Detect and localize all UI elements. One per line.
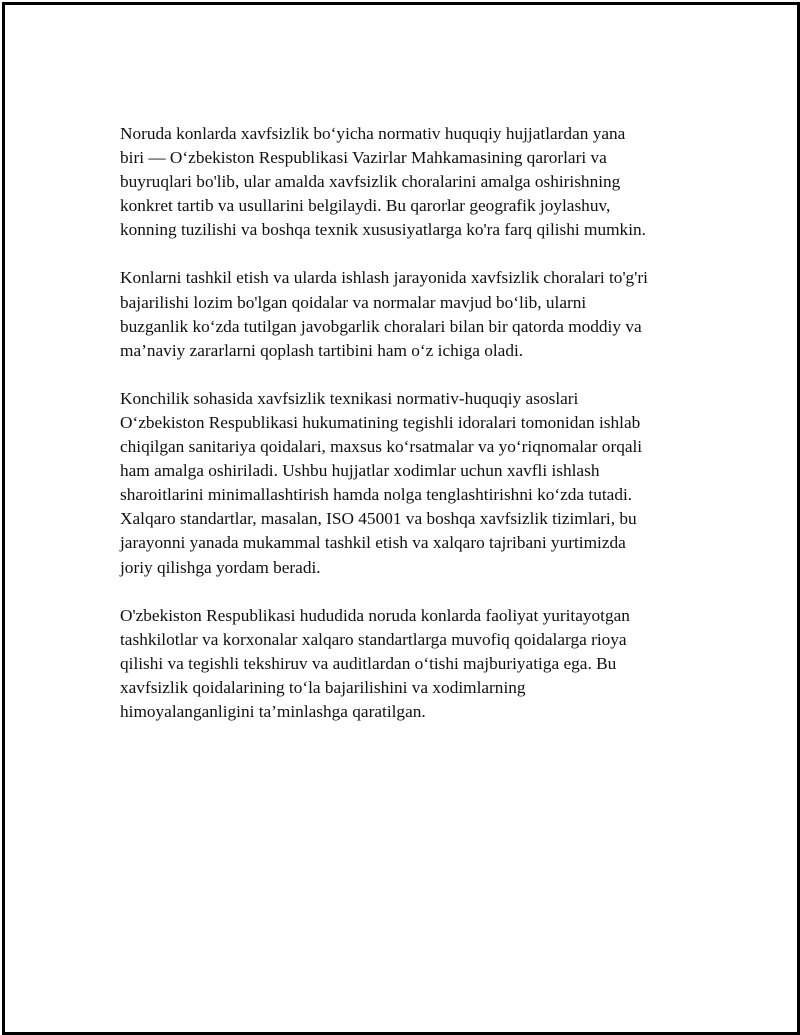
paragraph-line: O‘zbekiston Respublikasi hukumatining tegishli idoralari tomonidan ishlab (120, 412, 641, 432)
paragraph-line: konning tuzilishi va boshqa texnik xususiyatlarga ko'ra farq qilishi mumkin. (120, 220, 646, 240)
paragraph-3 (120, 387, 695, 580)
paragraph-line: buzganlik ko‘zda tutilgan javobgarlik choralari bilan bir qatorda moddiy va (120, 316, 642, 336)
document-body (120, 122, 695, 748)
paragraph-line: himoyalanganligini ta’minlashga qaratilgan. (120, 701, 426, 721)
paragraph-line: O'zbekiston Respublikasi hududida noruda konlarda faoliyat yuritayotgan (120, 605, 630, 625)
paragraph-line: ma’naviy zararlarni qoplash tartibini ham o‘z ichiga oladi. (120, 340, 524, 360)
paragraph-line: Xalqaro standartlar, masalan, ISO 45001 va boshqa xavfsizlik tizimlari, bu (120, 509, 637, 529)
page-border (2, 2, 800, 1035)
paragraph-line: konkret tartib va usullarini belgilaydi. Bu qarorlar geografik joylashuv, (120, 196, 611, 216)
paragraph-line: chiqilgan sanitariya qoidalari, maxsus ko‘rsatmalar va yo‘riqnomalar orqali (120, 437, 643, 457)
paragraph-4 (120, 604, 695, 724)
paragraph-2 (120, 266, 695, 362)
paragraph-line: jarayonni yanada mukammal tashkil etish va xalqaro tajribani yurtimizda (120, 533, 626, 553)
paragraph-line: Konlarni tashkil etish va ularda ishlash jarayonida xavfsizlik choralari to'g'ri (120, 268, 648, 288)
paragraph-line: buyruqlari bo'lib, ular amalda xavfsizlik choralarini amalga oshirishning (120, 172, 621, 192)
paragraph-line: Noruda konlarda xavfsizlik bo‘yicha normativ huquqiy hujjatlardan yana (120, 124, 626, 143)
paragraph-line: bajarilishi lozim bo'lgan qoidalar va normalar mavjud bo‘lib, ularni (120, 292, 587, 312)
paragraph-line: qilishi va tegishli tekshiruv va auditlardan o‘tishi majburiyatiga ega. Bu (120, 653, 617, 673)
paragraph-line: Konchilik sohasida xavfsizlik texnikasi normativ-huquqiy asoslari (120, 388, 579, 408)
paragraph-line: xavfsizlik qoidalarining to‘la bajarilishini va xodimlarning (120, 677, 526, 697)
paragraph-line: biri — O‘zbekiston Respublikasi Vazirlar Mahkamasining qarorlari va (120, 148, 607, 168)
paragraph-line: sharoitlarini minimallashtirish hamda nolga tenglashtirishni ko‘zda tutadi. (120, 485, 633, 505)
paragraph-line: joriy qilishga yordam beradi. (120, 557, 321, 577)
paragraph-line: ham amalga oshiriladi. Ushbu hujjatlar xodimlar uchun xavfli ishlash (120, 461, 600, 481)
paragraph-line: tashkilotlar va korxonalar xalqaro standartlarga muvofiq qoidalarga rioya (120, 629, 627, 649)
paragraph-1 (120, 122, 695, 242)
